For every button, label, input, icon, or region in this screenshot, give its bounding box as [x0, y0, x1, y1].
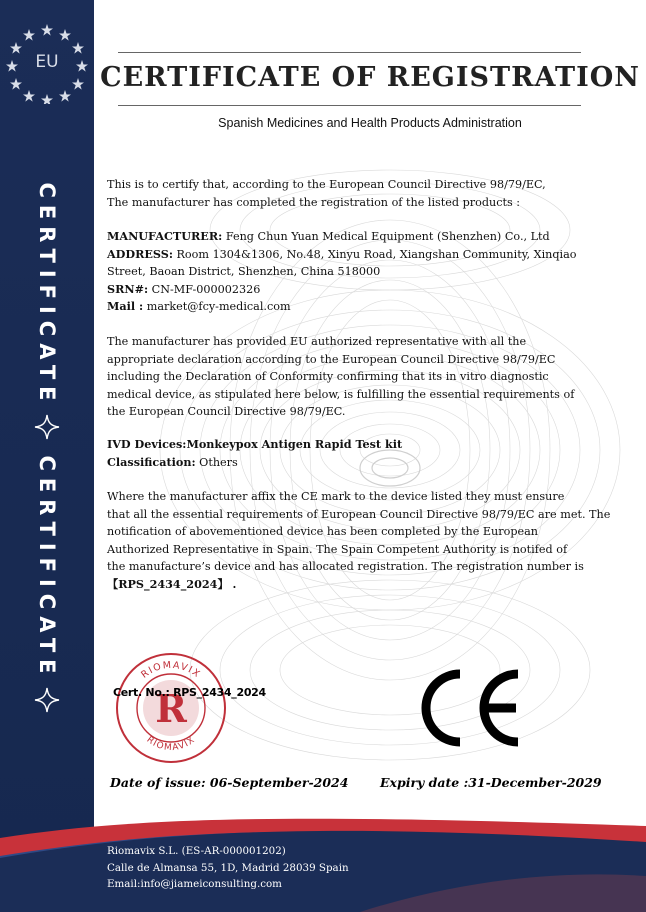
expiry-date: Expiry date :31-December-2029: [380, 775, 602, 790]
riomavix-stamp: [113, 650, 229, 766]
manufacturer-block: [107, 228, 612, 316]
declaration-paragraph: [107, 333, 612, 421]
manufacturer-line: [107, 228, 612, 246]
ce-paragraph-line: Where the manufacturer affix the CE mark to the device listed they must ensure: [107, 490, 565, 503]
device-line: [107, 436, 612, 454]
declaration-line: including the Declaration of Conformity confirming that its in vitro diagnostic: [107, 370, 549, 383]
manufacturer-label: MANUFACTURER:: [107, 229, 223, 243]
srn-line: [107, 281, 612, 299]
ce-paragraph-line: notification of abovementioned device has been completed by the European: [107, 525, 539, 538]
intro-line: The manufacturer has completed the registration of the listed products :: [107, 195, 521, 209]
declaration-line: the European Council Directive 98/79/EC.: [107, 405, 346, 418]
address-line-2: Street, Baoan District, Shenzhen, China 518000: [107, 265, 381, 278]
srn-label: SRN#:: [107, 281, 149, 296]
stamp-top-text: RIOMAVIX: [139, 659, 203, 681]
mail-value: market@fcy-medical.com: [143, 300, 291, 313]
intro-paragraph: [107, 176, 612, 211]
address-value: Room 1304&1306, No.48, Xinyu Road, Xiangshan Community, Xinqiao: [172, 247, 577, 261]
declaration-line: appropriate declaration according to the European Council Directive 98/79/EC: [107, 352, 556, 366]
footer-company: Riomavix S.L. (ES-AR-000001202): [107, 845, 286, 857]
declaration-line: The manufacturer has provided EU authorized representative with all the: [107, 335, 527, 348]
stamp-letter: R: [155, 686, 187, 731]
top-rule: [118, 52, 581, 53]
classification-label: Classification:: [107, 454, 196, 469]
page-title: CERTIFICATE OF REGISTRATION: [100, 62, 640, 93]
stamp-bottom-text: RIOMAVIX: [144, 734, 198, 754]
address-line: [107, 246, 612, 264]
ce-paragraph-line: Authorized Representative in Spain. The Spain Competent Authority is notifed of: [107, 542, 568, 556]
footer-email: Email:info@jiameiconsulting.com: [107, 878, 282, 890]
device-block: [107, 436, 612, 471]
ce-paragraph: [107, 488, 612, 593]
certificate-number: Cert. No.: RPS_2434_2024: [113, 686, 266, 699]
ce-paragraph-line: that all the essential requirements of European Council Directive 98/79/EC are met. The: [107, 507, 611, 521]
diamond-ornament-icon: [33, 686, 61, 714]
ce-paragraph-line: the manufacture’s device and has allocated registration. The registration number is: [107, 560, 584, 573]
footer-address: Calle de Almansa 55, 1D, Madrid 28039 Spain: [107, 862, 349, 874]
address-label: ADDRESS:: [107, 246, 173, 261]
title-underline-rule: [118, 105, 581, 106]
ce-mark-logo: [412, 668, 524, 748]
date-of-issue: Date of issue: 06-September-2024: [110, 775, 349, 790]
intro-line: This is to certify that, according to the European Council Directive 98/79/EC,: [107, 178, 546, 191]
mail-line: [107, 298, 612, 316]
device-label: IVD Devices:: [107, 437, 187, 451]
classification-line: [107, 454, 612, 472]
sidebar: EU CERTIFICATE CERTIFICATE: [0, 0, 94, 912]
mail-label: Mail :: [107, 299, 144, 313]
manufacturer-value: Feng Chun Yuan Medical Equipment (Shenzhen) Co., Ltd: [222, 230, 550, 243]
declaration-line: medical device, as stipulated here below, is fulfilling the essential requirements of: [107, 387, 575, 401]
footer-wave-band: [0, 800, 646, 912]
eu-stars-logo: [5, 20, 89, 104]
issuing-authority: Spanish Medicines and Health Products Administration: [218, 116, 522, 130]
eu-label: EU: [35, 52, 59, 72]
diamond-ornament-icon: [33, 413, 61, 441]
classification-value: Others: [195, 455, 238, 469]
srn-value: CN-MF-000002326: [148, 282, 261, 296]
registration-number: 【RPS_2434_2024】 .: [107, 576, 237, 591]
device-value: Monkeypox Antigen Rapid Test kit: [186, 437, 403, 451]
